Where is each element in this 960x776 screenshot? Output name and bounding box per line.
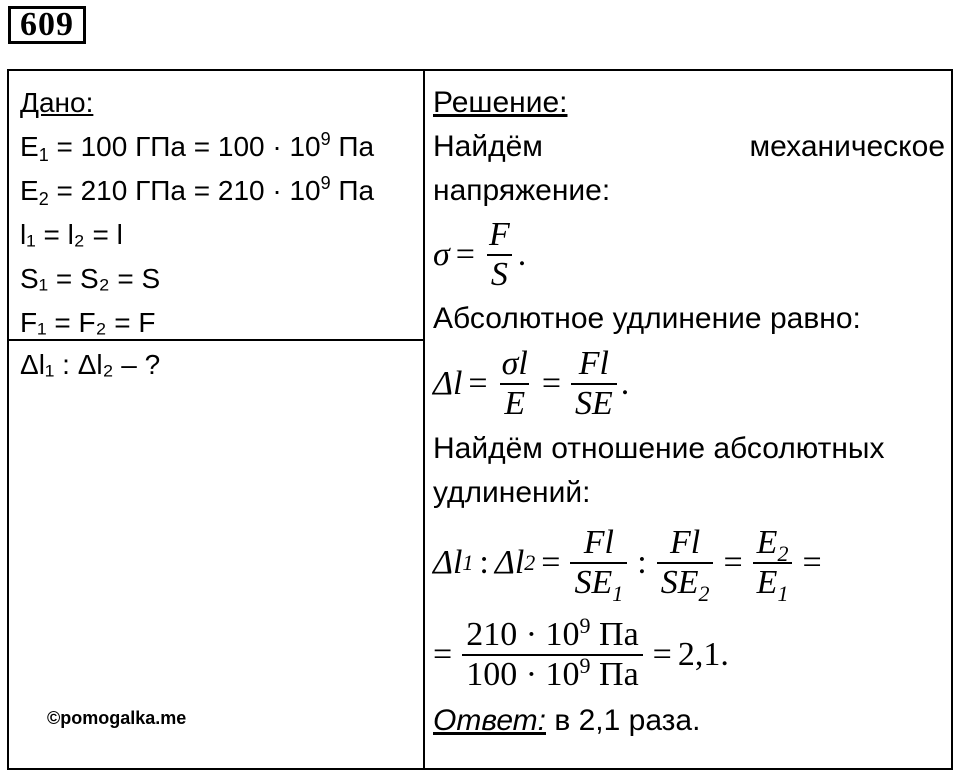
- site-credit: ©pomogalka.me: [47, 708, 187, 728]
- step2-text: Абсолютное удлинение равно:: [433, 302, 861, 335]
- step3-line1: Найдём отношение абсолютных: [433, 432, 885, 465]
- stress-formula: σ = $\frac{F}{S}$ .: [433, 216, 527, 293]
- given-line-length: l₁ = l₂ = l: [20, 219, 123, 250]
- step3-line2: удлинений:: [433, 476, 591, 509]
- step1-line1: Найдём механическое: [433, 130, 945, 163]
- given-line-force: F₁ = F₂ = F: [20, 307, 156, 338]
- answer-text: в 2,1 раза.: [546, 704, 701, 737]
- ratio-formula: Δl 1 : Δl 2 = $\frac{Fl}{SE_1}$ : $\frac{Fl}{SE_2}$ = $\frac{E_2}{E_1}$ =: [433, 524, 822, 606]
- solution-table: [7, 69, 953, 770]
- problem-number: 609: [8, 6, 86, 44]
- given-line-area: S₁ = S₂ = S: [20, 263, 161, 294]
- given-line-e2: $E_2 = 210$ ГПа = $210 \cdot 10^9$ Па: [20, 173, 375, 209]
- answer-label: Ответ:: [433, 704, 546, 737]
- solution-header: Решение:: [433, 86, 568, 119]
- step1-line2: напряжение:: [433, 174, 611, 207]
- given-header: Дано:: [20, 87, 94, 118]
- given-section: [20, 81, 374, 345]
- ratio-result: = $\frac{210 \cdot 10^9 Па}{100 \cdot 10^9 Па}$ = 2,1.: [433, 613, 729, 693]
- given-line-e1: $E_1 = 100$ ГПа = $100 \cdot 10^9$ Па: [20, 129, 375, 165]
- column-divider: [423, 71, 425, 768]
- answer-line: [433, 699, 945, 743]
- find-question: Δl₁ : Δl₂ – ?: [20, 349, 161, 380]
- elongation-formula: Δl = $\frac{\sigma l}{E}$ = $\frac{Fl}{SE}$ .: [433, 345, 630, 422]
- solution-section: [433, 81, 945, 743]
